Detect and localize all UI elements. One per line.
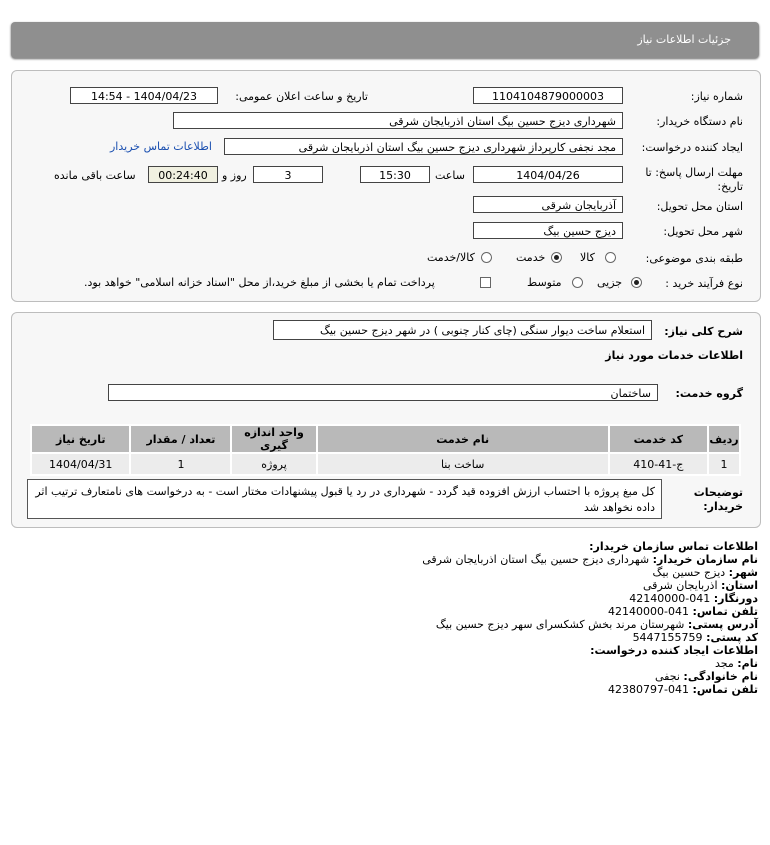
page-title: جزئیات اطلاعات نیاز: [637, 33, 731, 46]
need-number-label: شماره نیاز:: [690, 90, 743, 103]
city-line: شهر: دیزج حسین بیگ: [652, 566, 758, 579]
treasury-checkbox[interactable]: [480, 277, 491, 288]
col-quantity: تعداد / مقدار: [130, 425, 231, 453]
category-option-goods: کالا: [580, 251, 595, 264]
cell-unit: پروژه: [231, 453, 316, 475]
category-radio-service[interactable]: [551, 252, 562, 263]
deadline-label: مهلت ارسال پاسخ: تا تاریخ:: [645, 166, 743, 193]
payment-note: پرداخت تمام یا بخشی از مبلغ خرید،از محل "اسناد خزانه اسلامی" خواهد بود.: [84, 276, 435, 289]
deadline-time-label: ساعت: [435, 169, 465, 182]
province-line: استان: اذربایجان شرقی: [643, 579, 758, 592]
cell-row: 1: [708, 453, 740, 475]
page-header: [11, 22, 759, 58]
service-group-label: گروه خدمت:: [675, 387, 743, 400]
table-row: [31, 453, 740, 475]
deadline-date-field: 1404/04/26: [473, 166, 623, 183]
col-service-name: نام خدمت: [317, 425, 609, 453]
category-radio-both[interactable]: [481, 252, 492, 263]
summary-field: استعلام ساخت دیوار سنگی (چای کنار چنوبی ) در شهر دیزج حسین بیگ: [273, 320, 652, 340]
process-label: نوع فرآیند خرید :: [665, 277, 743, 290]
category-label: طبقه بندی موضوعی:: [645, 252, 743, 265]
province-label: استان محل تحویل:: [656, 200, 743, 213]
category-radio-goods[interactable]: [605, 252, 616, 263]
announce-field: 1404/04/23 - 14:54: [70, 87, 218, 104]
first-name-line: نام: مجد: [714, 657, 758, 670]
process-radio-minor[interactable]: [631, 277, 642, 288]
col-unit: واحد اندازه گیری: [231, 425, 316, 453]
announce-label: تاریخ و ساعت اعلان عمومی:: [235, 90, 368, 103]
col-row: ردیف: [708, 425, 740, 453]
fax-line: دورنگار: 041-42140000: [629, 592, 758, 605]
buyer-contact-heading: اطلاعات تماس سازمان خریدار:: [589, 540, 758, 553]
city-field: دیزج حسین بیگ: [473, 222, 623, 239]
cell-service-name: ساخت بنا: [317, 453, 609, 475]
address-line: آدرس پستی: شهرستان مرند بخش کشکسرای سهر دیزج حسین بیگ: [435, 618, 758, 631]
days-label: روز و: [222, 169, 247, 182]
deadline-time-field: 15:30: [360, 166, 430, 183]
cell-quantity: 1: [130, 453, 231, 475]
services-table: [30, 424, 741, 476]
cell-date: 1404/04/31: [31, 453, 130, 475]
process-option-medium: متوسط: [527, 276, 562, 289]
remaining-time-field: 00:24:40: [148, 166, 218, 183]
buyer-notes-label: توضیحات خریدار:: [693, 486, 743, 513]
process-radio-medium[interactable]: [572, 277, 583, 288]
province-field: آذربایجان شرقی: [473, 196, 623, 213]
buyer-contact-link[interactable]: اطلاعات تماس خریدار: [110, 140, 212, 153]
category-option-both: کالا/خدمت: [427, 251, 475, 264]
creator-phone-line: تلفن تماس: 041-42380797: [608, 683, 758, 696]
services-heading: اطلاعات خدمات مورد نیاز: [605, 349, 743, 362]
postal-line: کد پستی: 5447155759: [632, 631, 758, 644]
remaining-label: ساعت باقی مانده: [54, 169, 136, 182]
category-option-service: خدمت: [516, 251, 546, 264]
org-line: نام سازمان خریدار: شهرداری دیزج حسین بیگ استان اذربایجان شرقی: [422, 553, 758, 566]
summary-label: شرح کلی نیاز:: [664, 325, 743, 338]
buyer-org-label: نام دستگاه خریدار:: [656, 115, 743, 128]
buyer-org-field: شهرداری دیزج حسین بیگ استان اذربایجان شرقی: [173, 112, 623, 129]
service-group-field: ساختمان: [108, 384, 658, 401]
creator-label: ایجاد کننده درخواست:: [641, 141, 743, 154]
days-field: 3: [253, 166, 323, 183]
col-service-code: کد خدمت: [609, 425, 708, 453]
creator-field: مجد نجفی کارپرداز شهرداری دیزج حسین بیگ استان اذربایجان شرقی: [224, 138, 623, 155]
buyer-notes-field: کل مبغ پروژه با احتساب ارزش افزوده قید گردد - شهرداری در رد یا قبول پیشنهادات مختار است - به درخواست های نامتعارف ترتیب اثر داده نخواهد شد: [27, 479, 662, 519]
creator-contact-heading: اطلاعات ایجاد کننده درخواست:: [590, 644, 758, 657]
need-number-field: 1104104879000003: [473, 87, 623, 104]
cell-service-code: ج-41-410: [609, 453, 708, 475]
city-label: شهر محل تحویل:: [663, 225, 743, 238]
last-name-line: نام خانوادگی: نجفی: [655, 670, 758, 683]
process-option-minor: جزیی: [597, 276, 623, 289]
col-date: تاریخ نیاز: [31, 425, 130, 453]
phone-line: تلفن تماس: 041-42140000: [608, 605, 758, 618]
